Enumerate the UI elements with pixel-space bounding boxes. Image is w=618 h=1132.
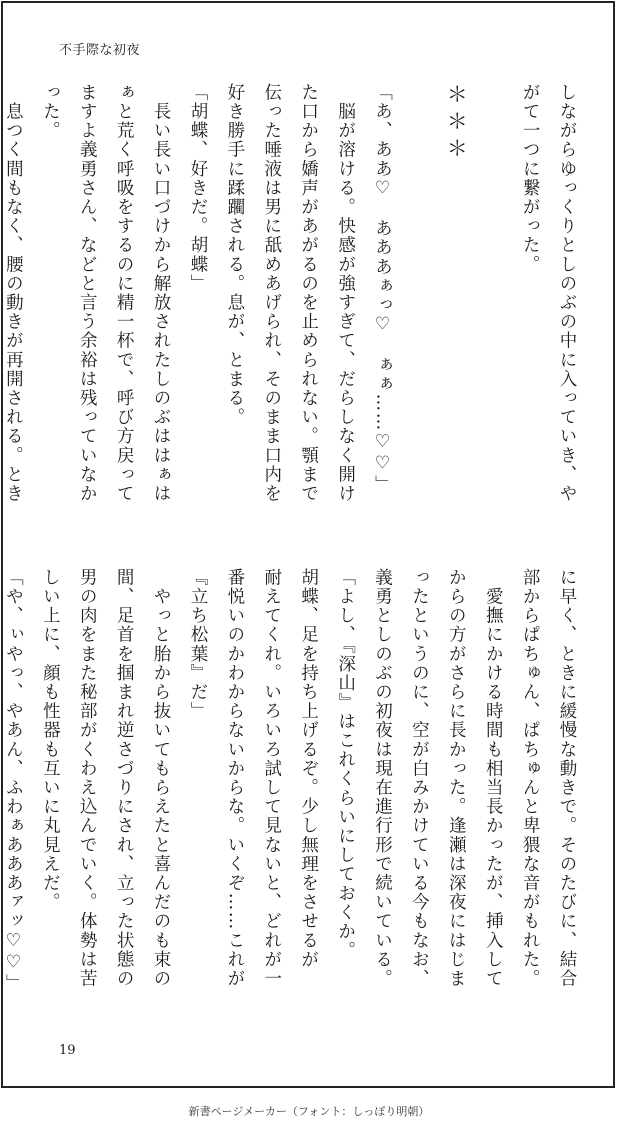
footer-caption: 新書ページメーカー（フォント：しっぽり明朝） bbox=[188, 1105, 430, 1118]
text-line: ったというのに、空が白みかけている今もなお、 bbox=[409, 568, 430, 989]
text-line: 「や、ぃやっ、やあん、ふわぁあああァッ♡♡」 bbox=[3, 568, 24, 994]
text-line: ますよ義勇さん、などと言う余裕は残っていなか bbox=[77, 83, 98, 504]
text-line: 愛撫にかける時間も相当長かったが、挿入して bbox=[483, 568, 504, 989]
text-line: 「よし、『深山』はこれくらいにしておくか。 bbox=[335, 568, 356, 961]
text-line: 長い長い口づけから解放されたしのぶははぁは bbox=[151, 83, 172, 504]
blank-line bbox=[400, 83, 437, 533]
text-line: しながらゆっくりとしのぶの中に入っていき、や bbox=[557, 83, 577, 504]
text-line: ぁと荒く呼吸をするのに精一杯で、呼び方戻って bbox=[114, 83, 135, 504]
text-block-top bbox=[0, 83, 585, 533]
text-line: 男の肉をまた秘部がくわえ込んでいく。体勢は苦 bbox=[77, 568, 98, 989]
text-line: った。 bbox=[40, 83, 61, 141]
text-line: 義勇としのぶの初夜は現在進行形で続いている。 bbox=[372, 568, 393, 989]
text-block-bottom bbox=[0, 568, 585, 1018]
text-line: 番悦いのかわからないからな。いくぞ……これが bbox=[224, 568, 245, 989]
running-head: 不手際な初夜 bbox=[59, 43, 141, 58]
page-number: 19 bbox=[59, 1043, 76, 1058]
text-line: やっと胎から抜いてもらえたと喜んだのも束の bbox=[151, 568, 172, 989]
blank-line bbox=[474, 83, 511, 533]
text-line: 好き勝手に蹂躙される。息が、とまる。 bbox=[224, 83, 245, 427]
text-line: がて一つに繋がった。 bbox=[520, 83, 541, 274]
text-line: 息つく間もなく、腰の動きが再開される。とき bbox=[3, 83, 24, 504]
text-line: 「胡蝶、好きだ。胡蝶」 bbox=[187, 83, 208, 294]
text-line: 胡蝶、足を持ち上げるぞ。少し無理をさせるが bbox=[298, 568, 319, 970]
text-line: 耐えてくれ。いろいろ試して見ないと、どれが一 bbox=[261, 568, 282, 989]
text-line: に早く、ときに緩慢な動きで。そのたびに、結合 bbox=[557, 568, 577, 989]
text-line: 脳が溶ける。快感が強すぎて、だらしなく開け bbox=[335, 83, 356, 504]
text-line: しい上に、顔も性器も互いに丸見えだ。 bbox=[40, 568, 61, 912]
text-line: 間、足首を掴まれ逆さづりにされ、立った状態の bbox=[114, 568, 135, 989]
text-line: 『立ち松葉』だ」 bbox=[187, 568, 208, 721]
text-line: 「あ、ああ♡ あああぁっ♡ ぁぁ……♡♡」 bbox=[372, 83, 393, 495]
text-line: 部からぱちゅん、ぱちゅんと卑猥な音がもれた。 bbox=[520, 568, 541, 989]
book-page bbox=[1, 1, 615, 1088]
text-line: た口から嬌声があがるのを止められない。顎まで bbox=[298, 83, 319, 504]
text-line: からの方がさらに長かった。逢瀬は深夜にはじま bbox=[446, 568, 467, 989]
section-break: ＊＊＊ bbox=[444, 83, 469, 164]
text-line: 伝った唾液は男に舐めあげられ、そのまま口内を bbox=[261, 83, 282, 504]
